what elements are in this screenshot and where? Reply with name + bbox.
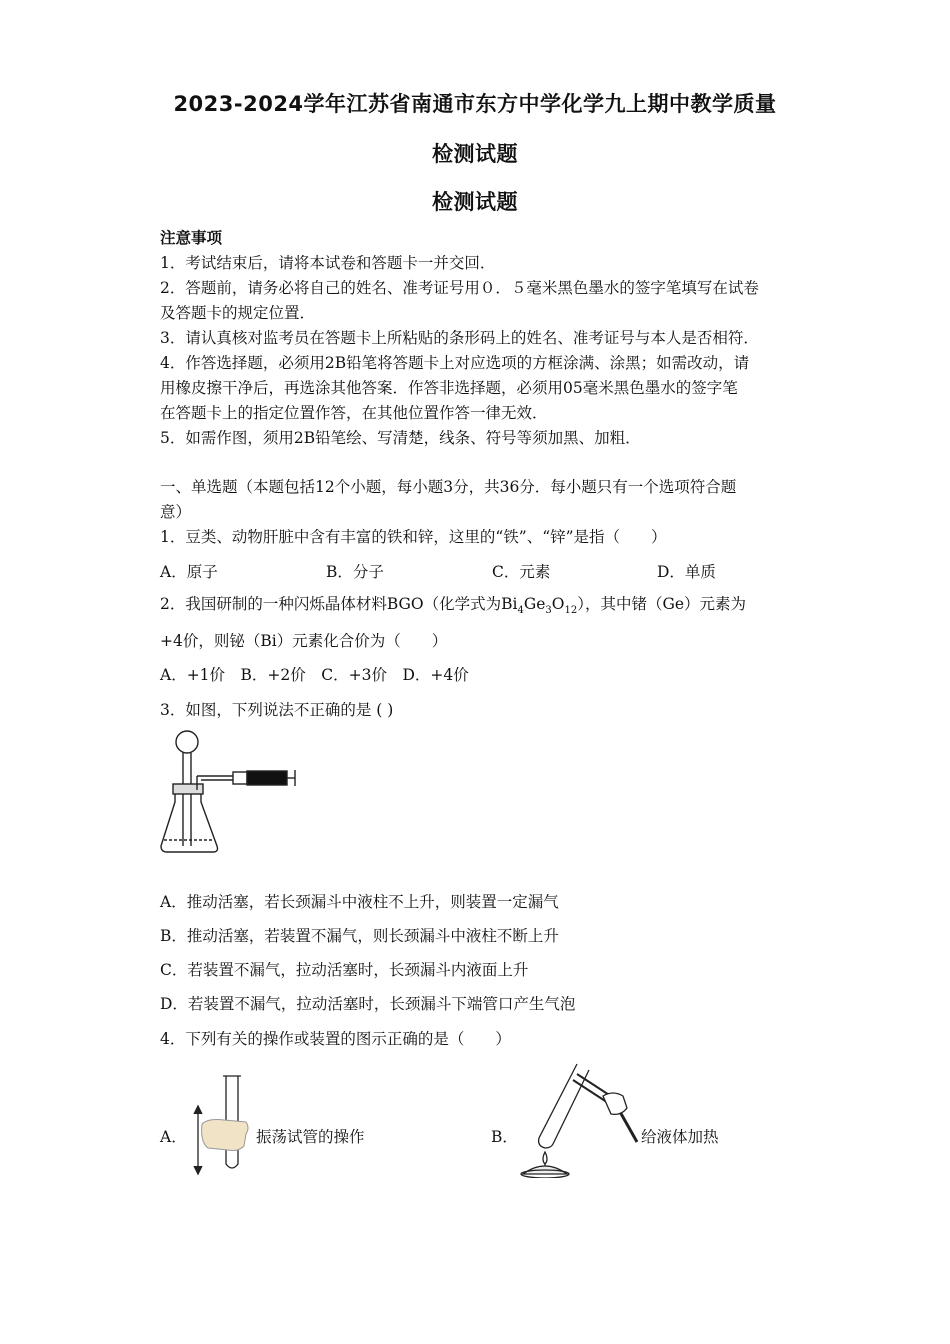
question-4-stem: 4．下列有关的操作或装置的图示正确的是（ ） — [160, 1030, 511, 1048]
notice-item: 3．请认真核对监考员在答题卡上所粘贴的条形码上的姓名、准考证号与本人是否相符． — [160, 329, 759, 347]
question-2-options: A．+1价 B．+2价 C．+3价 D．+4价 — [160, 666, 469, 684]
question-2-stem-cont: +4价，则铋（Bi）元素化合价为（ ） — [160, 632, 448, 650]
exam-title-line3: 检测试题 — [432, 190, 518, 214]
question-1-option-a: A．原子 — [160, 563, 218, 581]
question-1-option-c: C．元素 — [492, 563, 551, 581]
question-3-option-b: B．推动活塞，若装置不漏气，则长颈漏斗中液柱不断上升 — [160, 927, 559, 945]
exam-title-line1: 2023-2024学年江苏省南通市东方中学化学九上期中教学质量 — [173, 92, 777, 116]
apparatus-figure — [155, 728, 300, 858]
shaking-test-tube-figure — [188, 1072, 258, 1178]
question-3-option-a: A．推动活塞，若长颈漏斗中液柱不上升，则装置一定漏气 — [160, 893, 559, 911]
question-4-option-b-label: B． — [491, 1128, 518, 1146]
question-1-stem: 1．豆类、动物肝脏中含有丰富的铁和锌，这里的“铁”、“锌”是指（ ） — [160, 528, 667, 546]
section-heading-cont: 意） — [160, 503, 192, 521]
exam-title-line2: 检测试题 — [432, 142, 518, 166]
notice-heading: 注意事项 — [160, 229, 223, 247]
question-2-stem: 2．我国研制的一种闪烁晶体材料BGO（化学式为$Bi_4Ge_3O_{12}$），其中锗（Ge）元素为 — [160, 595, 747, 617]
notice-item: 用橡皮擦干净后，再选涂其他答案．作答非选择题，必须用05毫米黑色墨水的签字笔 — [160, 379, 738, 397]
notice-item: 1．考试结束后，请将本试卷和答题卡一并交回． — [160, 254, 496, 272]
question-3-option-d: D．若装置不漏气，拉动活塞时，长颈漏斗下端管口产生气泡 — [160, 995, 576, 1013]
question-1-option-d: D．单质 — [657, 563, 716, 581]
notice-item: 2．答题前，请务必将自己的姓名、准考证号用０．５毫米黑色墨水的签字笔填写在试卷 — [160, 279, 759, 297]
question-4-option-b-caption: 给液体加热 — [641, 1128, 719, 1146]
notice-item: 及答题卡的规定位置． — [160, 304, 316, 322]
question-4-option-a-label: A． — [160, 1128, 187, 1146]
notice-item: 5．如需作图，须用2B铅笔绘、写清楚，线条、符号等须加黑、加粗． — [160, 429, 641, 447]
heating-liquid-figure — [515, 1060, 640, 1178]
notice-item: 4．作答选择题，必须用2B铅笔将答题卡上对应选项的方框涂满、涂黑；如需改动，请 — [160, 354, 750, 372]
notice-item: 在答题卡上的指定位置作答，在其他位置作答一律无效． — [160, 404, 548, 422]
question-3-stem: 3．如图，下列说法不正确的是 ( ) — [160, 701, 394, 719]
question-4-option-a-caption: 振荡试管的操作 — [256, 1128, 365, 1146]
question-1-option-b: B．分子 — [326, 563, 384, 581]
question-3-option-c: C．若装置不漏气，拉动活塞时，长颈漏斗内液面上升 — [160, 961, 529, 979]
section-heading: 一、单选题（本题包括12个小题，每小题3分，共36分．每小题只有一个选项符合题 — [160, 478, 737, 496]
